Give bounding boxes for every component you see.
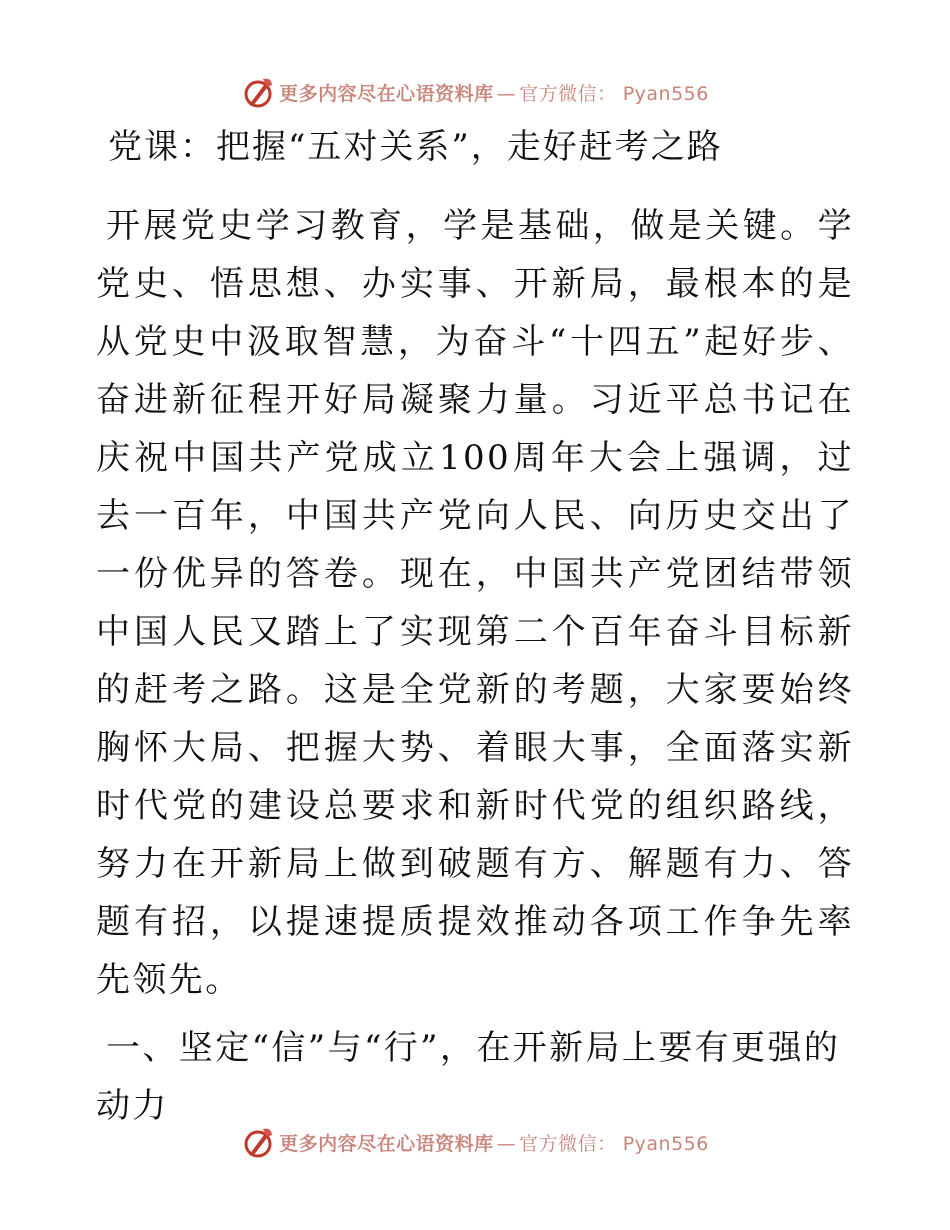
body-paragraph: 开展党史学习教育，学是基础，做是关键。学党史、悟思想、办实事、开新局，最根本的是从党史中汲取智慧，为奋斗“十四五”起好步、奋进新征程开好局凝聚力量。习近平总书记在庆祝中国共产党成立100周年大会上强调，过去一百年，中国共产党向人民、向历史交出了一份优异的答卷。现在，中国共产党团结带领中国人民又踏上了实现第二个百年奋斗目标新的赶考之路。这是全党新的考题，大家要始终胸怀大局、把握大势、着眼大事，全面落实新时代党的建设总要求和新时代党的组织路线，努力在开新局上做到破题有方、解题有力、答题有招，以提速提质提效推动各项工作争先率先领先。 (96, 206, 854, 1000)
banner-text: 更多内容尽在心语资料库 — 官方微信： Pyan556 (279, 82, 709, 105)
feather-pen-logo-icon (241, 1125, 275, 1159)
feather-pen-logo-icon (241, 75, 275, 109)
header-watermark-banner (0, 72, 950, 112)
document-body (96, 197, 854, 1135)
banner-text: 更多内容尽在心语资料库 — 官方微信： Pyan556 (279, 1132, 709, 1155)
document-title: 党课：把握“五对关系”，走好赶考之路 (108, 127, 723, 167)
section-heading: 一、坚定“信”与“行”，在开新局上要有更强的动力 (96, 1028, 841, 1126)
footer-watermark-banner (0, 1122, 950, 1162)
